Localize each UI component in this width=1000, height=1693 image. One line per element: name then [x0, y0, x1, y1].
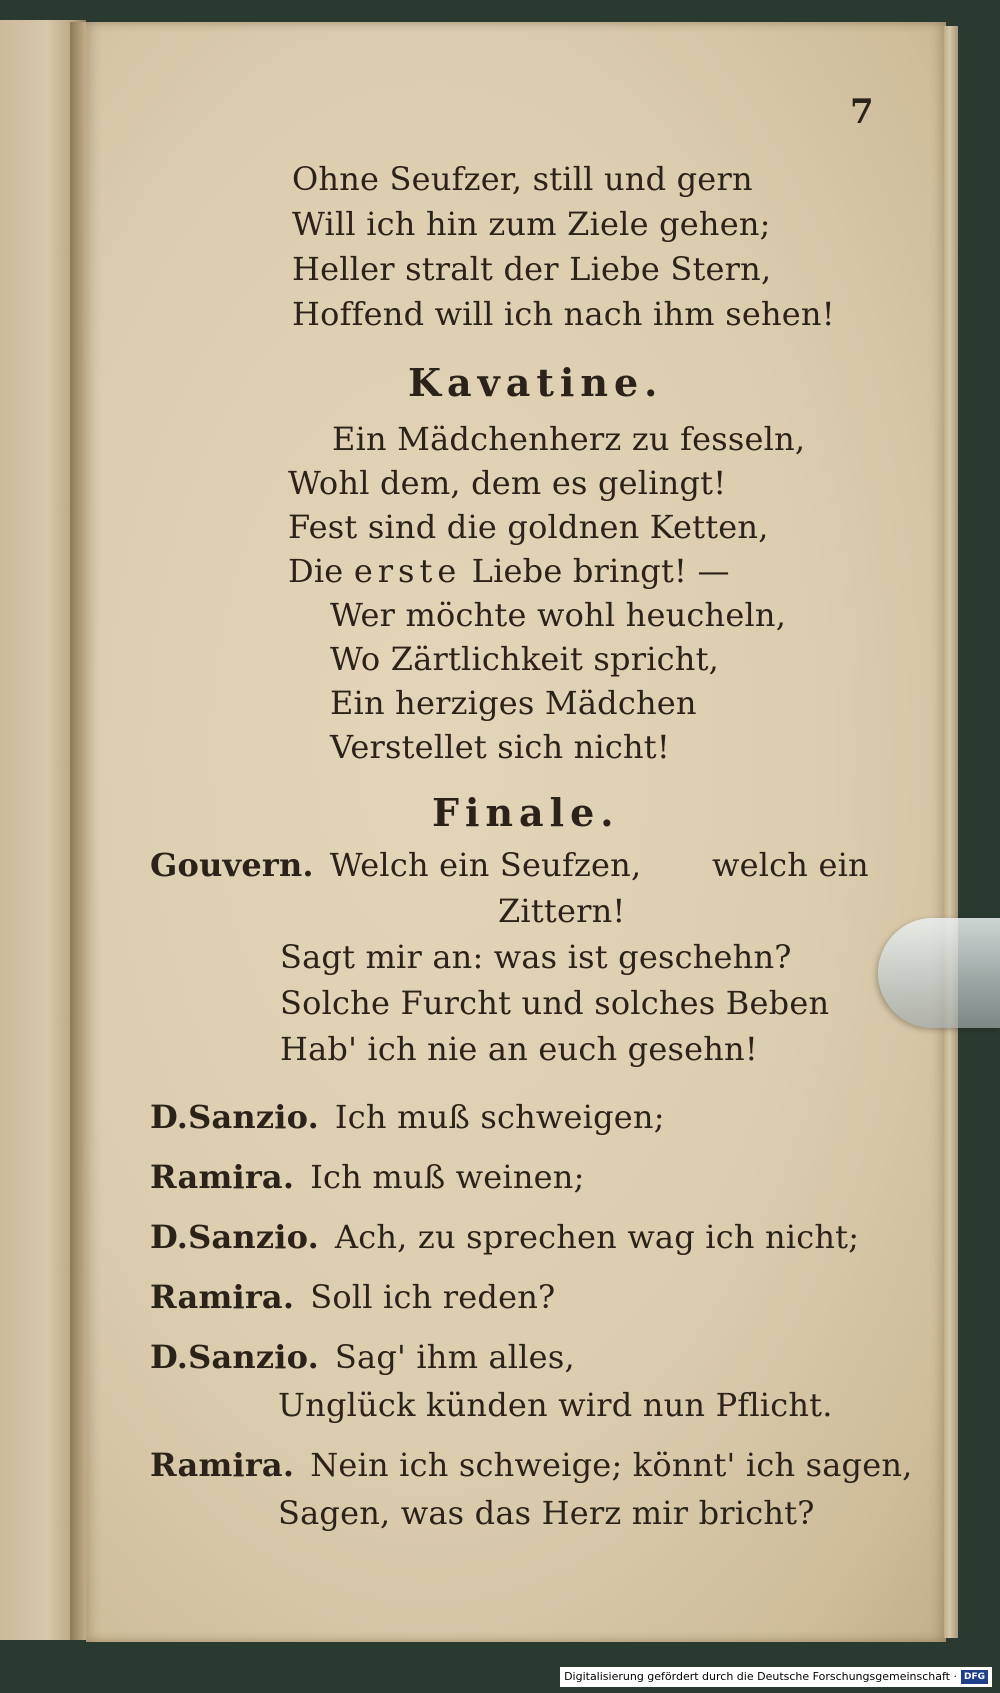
- verse-line: Ohne Seufzer, still und gern: [292, 160, 753, 198]
- dialogue-line: Solche Furcht und solches Beben: [280, 984, 830, 1022]
- verse-line: Ein herziges Mädchen: [330, 684, 697, 722]
- dialogue-text: Sag' ihm alles,: [334, 1338, 575, 1376]
- dialogue-line: [150, 1098, 665, 1136]
- verse-line: Verstellet sich nicht!: [330, 728, 670, 766]
- dialogue-line: Hab' ich nie an euch gesehn!: [280, 1030, 758, 1068]
- speaker-name: Ramira.: [150, 1278, 295, 1316]
- dialogue-text: Ich muß schweigen;: [334, 1098, 665, 1136]
- dialogue-line: [150, 1338, 575, 1376]
- credit-text: Digitalisierung gefördert durch die Deutsche Forschungsgemeinschaft ·: [564, 1670, 957, 1683]
- dialogue-line: [150, 1158, 585, 1196]
- verse-line: Heller stralt der Liebe Stern,: [292, 250, 772, 288]
- verse-line: Hoffend will ich nach ihm sehen!: [292, 295, 835, 333]
- dialogue-line: Unglück künden wird nun Pflicht.: [278, 1386, 833, 1424]
- section-heading-finale: Finale.: [432, 790, 620, 835]
- dialogue-text: Ach, zu sprechen wag ich nicht;: [334, 1218, 860, 1256]
- verse-line: [288, 552, 730, 590]
- dialogue-line: [150, 1278, 555, 1316]
- dialogue-text: welch ein: [712, 846, 869, 884]
- speaker-name: D.Sanzio.: [150, 1338, 319, 1376]
- page-clip: [878, 918, 1000, 1028]
- dialogue-line: Sagen, was das Herz mir bricht?: [278, 1494, 815, 1532]
- speaker-name: Ramira.: [150, 1158, 295, 1196]
- digitization-credit: [560, 1667, 992, 1687]
- speaker-name: Ramira.: [150, 1446, 295, 1484]
- dialogue-line: Zittern!: [498, 892, 626, 930]
- dialogue-text: Nein ich schweige; könnt' ich sagen,: [310, 1446, 913, 1484]
- verse-text: Liebe bringt! —: [461, 552, 730, 590]
- dfg-logo: DFG: [961, 1670, 988, 1684]
- speaker-name: Gouvern.: [150, 846, 314, 884]
- speaker-name: D.Sanzio.: [150, 1218, 319, 1256]
- page-edge: [944, 26, 958, 1638]
- dialogue-line: [150, 1218, 859, 1256]
- dialogue-line: [150, 846, 641, 884]
- verse-line: Will ich hin zum Ziele gehen;: [292, 205, 771, 243]
- verse-line: Fest sind die goldnen Ketten,: [288, 508, 769, 546]
- verse-line: Wo Zärtlichkeit spricht,: [330, 640, 720, 678]
- verse-line: Ein Mädchenherz zu fesseln,: [332, 420, 806, 458]
- dialogue-text: Ich muß weinen;: [310, 1158, 585, 1196]
- section-heading-kavatine: Kavatine.: [408, 360, 664, 405]
- emphasized-word: erste: [353, 552, 462, 590]
- verse-line: Wer möchte wohl heucheln,: [330, 596, 787, 634]
- dialogue-line: [150, 1446, 913, 1484]
- verse-line: Wohl dem, dem es gelingt!: [288, 464, 727, 502]
- dialogue-text: Soll ich reden?: [310, 1278, 556, 1316]
- verse-text: Die: [288, 552, 354, 590]
- page-number: 7: [850, 92, 874, 132]
- dialogue-line: Sagt mir an: was ist geschehn?: [280, 938, 792, 976]
- speaker-name: D.Sanzio.: [150, 1098, 319, 1136]
- dialogue-text: Welch ein Seufzen,: [329, 846, 642, 884]
